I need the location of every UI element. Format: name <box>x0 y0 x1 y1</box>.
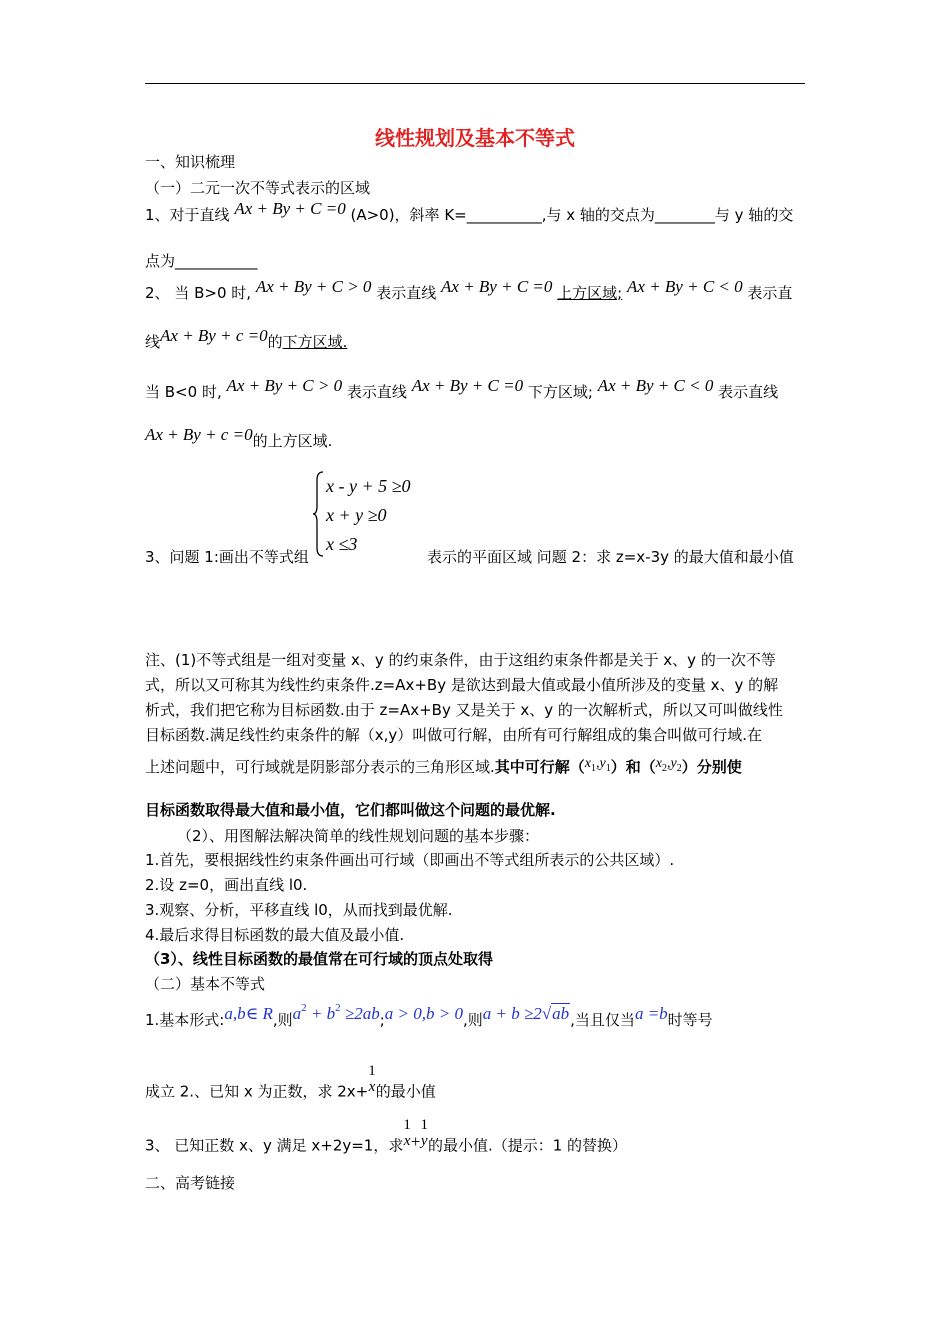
text: 1.基本形式: <box>145 1011 225 1029</box>
underlined-text: 上方区域; <box>557 284 623 302</box>
math-positive: a > 0,b > 0 <box>384 1004 463 1023</box>
question-3-line <box>145 1117 628 1162</box>
text: 1、对于直线 <box>145 206 230 224</box>
math-ineq: Ax + By + C > 0 <box>226 376 343 395</box>
note-line-5 <box>145 757 742 784</box>
math-amgm: a + b ≥2√ab <box>482 1004 570 1023</box>
text: ,当且仅当 <box>570 1011 635 1029</box>
step-4: 4.最后求得目标函数的最大值及最小值. <box>145 926 405 944</box>
fraction-1-over-x: 1 x <box>403 1117 411 1149</box>
inequality-system <box>312 470 422 562</box>
left-brace-icon <box>312 470 326 558</box>
math-equality: a =b <box>634 1004 668 1023</box>
text: ; <box>379 1011 385 1029</box>
text: 当 B<0 时, <box>145 383 222 401</box>
step-3: 3.观察、分析，平移直线 l0，从而找到最优解. <box>145 901 453 919</box>
subsection-heading-2: （二）基本不等式 <box>145 975 266 993</box>
bold-text: ）和（ <box>610 758 656 776</box>
text: ,则 <box>272 1011 293 1029</box>
text: 3、 已知正数 x、y 满足 x+2y=1，求 <box>145 1136 404 1155</box>
math-ineq: Ax + By + C < 0 <box>597 376 714 395</box>
paragraph-2-line-2 <box>145 326 348 352</box>
text: 时等号 <box>667 1011 713 1029</box>
system-row-1: x - y + 5 ≥0 <box>326 476 411 496</box>
section-heading-1: 一、知识梳理 <box>145 153 236 171</box>
math-ineq: Ax + By + C > 0 <box>255 277 372 296</box>
problem-3-label: 3、问题 1:画出不等式组 <box>145 548 309 566</box>
step-2: 2.设 z=0，画出直线 l0. <box>145 876 308 894</box>
text: 表示直线 <box>346 383 407 401</box>
text: 线 <box>145 333 161 351</box>
text: 的最小值 <box>375 1082 436 1101</box>
text: 成立 2.、已知 x 为正数，求 2x+ <box>145 1082 369 1101</box>
math-eq: Ax + By + c =0 <box>160 326 268 345</box>
text: 表示直线 <box>718 383 779 401</box>
basic-inequality-line <box>145 1002 713 1032</box>
step-1: 1.首先，要根据线性约束条件画出可行域（即画出不等式组所表示的公共区域）. <box>145 851 675 869</box>
note-line-1: 注、(1)不等式组是一组对变量 x、y 的约束条件，由于这组约束条件都是关于 x、y 的一次不等 <box>145 651 776 669</box>
text: 表示直 <box>747 284 793 302</box>
paragraph-3-line-2 <box>145 425 333 451</box>
text: 的最小值.（提示：1 的替换） <box>427 1136 628 1155</box>
question-2-line <box>145 1063 436 1108</box>
math-ab-in-r: a,b∈ R <box>224 1004 273 1023</box>
paragraph-3-line-1 <box>145 376 779 402</box>
math-line-equation: Ax + By + C =0 <box>234 199 346 218</box>
subsection-heading-1: （一）二元一次不等式表示的区域 <box>145 179 371 197</box>
math-ineq: Ax + By + C < 0 <box>627 277 743 296</box>
math-eq: Ax + By + C =0 <box>411 376 524 395</box>
bold-text: ）分别使 <box>681 758 742 776</box>
system-row-2: x + y ≥0 <box>326 505 387 525</box>
text: (A>0)，斜率 K=__________,与 x 轴的交点为________与 y 轴的交 <box>350 206 794 224</box>
paragraph-2-line-1 <box>145 277 793 303</box>
math-eq: Ax + By + c =0 <box>145 425 253 444</box>
math-x2: $x_2,y_2$ <box>655 756 682 774</box>
text: 的 <box>267 333 283 351</box>
text: ,则 <box>462 1011 483 1029</box>
problem-3-text: 表示的平面区域 问题 2：求 z=x-3y 的最大值和最小值 <box>427 548 794 566</box>
header-rule <box>145 83 805 84</box>
text: 下方区域; <box>527 383 593 401</box>
math-square-ineq: $a^2 + b^2 \ge 2ab$ <box>292 1002 380 1023</box>
doc-title: 线性规划及基本不等式 <box>375 126 575 150</box>
text: 2、 当 B>0 时, <box>145 284 252 302</box>
section-heading-2: 二、高考链接 <box>145 1174 236 1192</box>
math-plus: + <box>410 1131 421 1151</box>
system-row-3: x ≤3 <box>326 534 358 554</box>
text: 上述问题中，可行域就是阴影部分表示的三角形区域. <box>145 758 495 776</box>
step-5: （3）、线性目标函数的最值常在可行域的顶点处取得 <box>145 950 493 968</box>
text: 表示直线 <box>376 284 437 302</box>
text: 的上方区域. <box>252 432 333 450</box>
steps-heading: （2）、用图解法解决简单的线性规划问题的基本步骤： <box>177 827 540 845</box>
paragraph-1-line-2: 点为___________ <box>145 252 258 270</box>
math-x1: $x_1,y_1$ <box>584 756 611 774</box>
fraction-1-over-y: 1 y <box>420 1117 428 1149</box>
bold-text: 其中可行解（ <box>494 758 585 776</box>
note-line-4: 目标函数.满足线性约束条件的解（x,y）叫做可行解，由所有可行解组成的集合叫做可行域.在 <box>145 726 763 744</box>
math-eq: Ax + By + C =0 <box>441 277 553 296</box>
note-line-3: 析式，我们把它称为目标函数.由于 z=Ax+By 又是关于 x、y 的一次解析式，所以又可叫做线性 <box>145 701 783 719</box>
note-line-2: 式，所以又可称其为线性约束条件.z=Ax+By 是欲达到最大值或最小值所涉及的变量 x、y 的解 <box>145 676 779 694</box>
fraction-1-over-x: 1 x <box>368 1063 376 1095</box>
note-line-6: 目标函数取得最大值和最小值，它们都叫做这个问题的最优解. <box>145 801 556 819</box>
paragraph-1-line-1 <box>145 199 794 225</box>
underlined-text: 下方区域. <box>282 333 348 351</box>
